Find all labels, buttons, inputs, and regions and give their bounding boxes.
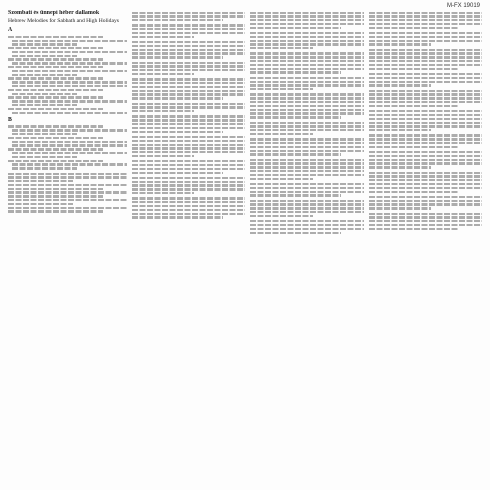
text-columns <box>8 10 482 482</box>
text-line <box>369 125 482 127</box>
text-line <box>250 203 363 205</box>
text-line <box>250 88 312 90</box>
text-line <box>369 49 482 51</box>
text-line <box>250 228 363 230</box>
text-line <box>369 191 460 193</box>
track-text-line <box>12 141 127 143</box>
text-line <box>250 71 341 73</box>
track-title-line <box>8 108 103 110</box>
text-line <box>132 49 245 51</box>
text-line <box>369 60 482 62</box>
text-line <box>250 60 363 62</box>
text-line <box>250 138 363 140</box>
paragraph <box>369 196 482 210</box>
paragraph <box>132 136 245 157</box>
text-line <box>132 119 245 121</box>
track-title-line <box>8 125 103 127</box>
credit-line <box>8 176 127 178</box>
text-line <box>369 118 482 120</box>
credit-line <box>8 180 73 182</box>
track-title-line <box>8 96 103 98</box>
text-line <box>369 228 460 230</box>
track-text-line <box>12 163 127 165</box>
paragraph <box>250 52 363 73</box>
album-title-en: Hebrew Melodies for Sabbath and High Holidays <box>8 17 119 24</box>
text-line <box>369 129 431 131</box>
text-line <box>132 172 223 174</box>
track-text-line <box>12 62 127 64</box>
credit-line <box>8 210 103 212</box>
paragraph <box>132 62 245 76</box>
paragraph <box>250 200 363 217</box>
text-line <box>250 129 363 131</box>
catalog-code: M-FX 19019 <box>446 3 480 9</box>
text-line <box>369 56 482 58</box>
text-line <box>132 36 194 38</box>
text-line <box>369 155 482 157</box>
text-line <box>369 40 482 42</box>
paragraph <box>369 12 482 29</box>
text-line <box>250 77 363 79</box>
text-line <box>132 97 223 99</box>
text-line <box>132 28 245 30</box>
text-line <box>369 138 482 140</box>
text-line <box>250 40 363 42</box>
text-line <box>250 232 341 234</box>
credit-line <box>8 195 103 197</box>
paragraph <box>250 122 363 136</box>
text-line <box>132 160 245 162</box>
text-line <box>369 19 482 21</box>
paragraph <box>132 177 245 194</box>
track-text-line <box>12 81 127 83</box>
text-line <box>250 187 363 189</box>
text-line <box>369 15 482 17</box>
text-line <box>250 178 312 180</box>
text-line <box>132 52 245 54</box>
text-line <box>250 150 363 152</box>
credit-line <box>8 203 73 205</box>
text-line <box>132 24 245 26</box>
text-line <box>369 105 460 107</box>
text-line <box>132 147 245 149</box>
text-line <box>250 211 363 213</box>
text-line <box>132 19 223 21</box>
section-a-heading: A <box>8 27 13 34</box>
text-line <box>132 188 245 190</box>
paragraph <box>250 32 363 49</box>
text-line <box>132 192 194 194</box>
track-title-line <box>8 148 103 150</box>
credit-line <box>8 199 127 201</box>
text-line <box>369 84 431 86</box>
paragraph <box>132 115 245 132</box>
text-line <box>132 209 245 211</box>
text-line <box>369 101 482 103</box>
paragraph <box>250 220 363 234</box>
text-line <box>369 224 482 226</box>
column-notes-4 <box>369 10 482 482</box>
text-line <box>132 93 245 95</box>
text-line <box>132 168 245 170</box>
text-line <box>250 207 363 209</box>
column-notes-3 <box>250 10 363 482</box>
text-line <box>132 90 245 92</box>
credit-line <box>8 173 127 175</box>
track-text-line <box>12 40 127 42</box>
text-line <box>250 19 363 21</box>
text-line <box>250 162 363 164</box>
text-line <box>250 93 363 95</box>
text-line <box>132 213 245 215</box>
text-line <box>250 215 312 217</box>
track-title-line <box>8 47 103 49</box>
text-line <box>132 73 194 75</box>
paragraph <box>250 138 363 155</box>
track-text-line <box>12 144 127 146</box>
track-text-line <box>12 74 77 76</box>
text-line <box>369 73 482 75</box>
track-text-line <box>12 51 127 53</box>
text-line <box>132 69 245 71</box>
text-line <box>250 159 363 161</box>
track-title-line <box>8 160 103 162</box>
text-line <box>250 220 363 222</box>
text-line <box>250 36 363 38</box>
column-notes-2 <box>132 10 245 482</box>
text-line <box>132 41 245 43</box>
text-line <box>369 90 482 92</box>
text-line <box>132 123 245 125</box>
text-line <box>369 97 482 99</box>
credit-line <box>8 191 127 193</box>
text-line <box>369 146 460 148</box>
text-line <box>250 191 363 193</box>
paragraph <box>250 159 363 180</box>
text-line <box>250 200 363 202</box>
paragraph <box>369 213 482 230</box>
text-line <box>250 146 363 148</box>
text-line <box>369 159 482 161</box>
text-line <box>132 155 194 157</box>
track-text-line <box>12 100 127 102</box>
text-line <box>250 64 363 66</box>
track-text-line <box>12 156 77 158</box>
text-line <box>369 23 482 25</box>
text-line <box>250 32 363 34</box>
text-line <box>369 166 431 168</box>
paragraph <box>132 24 245 38</box>
text-line <box>132 15 245 17</box>
text-line <box>132 216 223 218</box>
text-line <box>250 52 363 54</box>
text-line <box>369 203 482 205</box>
paragraph <box>132 41 245 58</box>
text-line <box>132 62 245 64</box>
text-line <box>132 115 245 117</box>
text-line <box>369 27 460 29</box>
text-line <box>250 183 363 185</box>
text-line <box>369 172 482 174</box>
text-line <box>250 109 363 111</box>
text-line <box>132 65 245 67</box>
text-line <box>250 47 312 49</box>
text-line <box>250 142 363 144</box>
paragraph <box>132 78 245 99</box>
credits-block <box>8 173 127 213</box>
text-line <box>369 77 482 79</box>
paragraph <box>369 110 482 131</box>
text-line <box>369 200 482 202</box>
text-line <box>369 179 482 181</box>
text-line <box>132 82 245 84</box>
text-line <box>250 101 363 103</box>
track-title-line <box>8 66 103 68</box>
text-line <box>369 216 482 218</box>
text-line <box>369 12 482 14</box>
text-line <box>250 12 363 14</box>
text-line <box>132 201 245 203</box>
text-line <box>250 105 363 107</box>
column-tracklist <box>8 10 127 482</box>
text-line <box>250 81 363 83</box>
paragraph <box>250 183 363 197</box>
track-title-line <box>8 137 103 139</box>
credit-line <box>8 207 127 209</box>
text-line <box>132 86 245 88</box>
text-line <box>369 175 482 177</box>
text-line <box>250 170 363 172</box>
text-line <box>369 196 482 198</box>
text-line <box>132 140 245 142</box>
text-line <box>250 116 341 118</box>
paragraph <box>132 12 245 22</box>
text-line <box>250 174 363 176</box>
text-line <box>250 112 363 114</box>
paragraph <box>250 77 363 91</box>
text-line <box>369 64 482 66</box>
text-line <box>132 136 245 138</box>
text-line <box>250 56 363 58</box>
text-line <box>250 84 363 86</box>
text-line <box>250 194 341 196</box>
text-line <box>369 68 460 70</box>
text-line <box>132 205 245 207</box>
track-text-line <box>12 93 77 95</box>
track-title-line <box>8 89 103 91</box>
text-line <box>132 181 245 183</box>
text-line <box>369 32 482 34</box>
paragraph <box>250 12 363 29</box>
text-line <box>369 114 482 116</box>
track-text-line <box>12 104 77 106</box>
text-line <box>250 97 363 99</box>
paragraph <box>369 90 482 107</box>
text-line <box>369 122 482 124</box>
text-line <box>132 45 245 47</box>
track-text-line <box>12 133 77 135</box>
text-line <box>250 125 363 127</box>
text-line <box>132 184 245 186</box>
text-line <box>132 103 245 105</box>
text-line <box>132 78 245 80</box>
track-title-line <box>8 58 103 60</box>
text-line <box>132 110 194 112</box>
text-line <box>369 220 482 222</box>
paragraph <box>132 103 245 113</box>
paragraph <box>369 134 482 148</box>
text-line <box>132 151 245 153</box>
paragraph <box>369 49 482 70</box>
text-line <box>369 110 482 112</box>
credit-line <box>8 184 127 186</box>
text-line <box>250 153 341 155</box>
text-line <box>250 27 341 29</box>
text-line <box>369 52 482 54</box>
paragraph <box>369 172 482 193</box>
text-line <box>132 56 223 58</box>
track-text-line <box>12 152 127 154</box>
track-title-line <box>8 77 103 79</box>
track-text-line <box>12 85 127 87</box>
text-line <box>369 134 482 136</box>
text-line <box>132 177 245 179</box>
text-line <box>250 133 312 135</box>
text-line <box>369 93 482 95</box>
track-text-line <box>12 70 127 72</box>
text-line <box>369 81 482 83</box>
text-line <box>132 197 245 199</box>
text-line <box>250 15 363 17</box>
text-line <box>250 68 363 70</box>
text-line <box>250 224 363 226</box>
text-line <box>132 164 245 166</box>
paragraph <box>369 73 482 87</box>
text-line <box>369 187 482 189</box>
text-line <box>369 162 482 164</box>
album-title-hu: Szombati és ünnepi héber dallamok <box>8 10 100 16</box>
track-text-line <box>12 55 77 57</box>
text-line <box>369 36 482 38</box>
track-title-line <box>8 36 103 38</box>
track-text-line <box>12 43 77 45</box>
text-line <box>250 166 363 168</box>
text-line <box>369 142 482 144</box>
paragraph <box>250 93 363 118</box>
section-b-heading: B <box>8 116 12 123</box>
text-line <box>132 32 245 34</box>
credit-line <box>8 188 103 190</box>
text-line <box>132 127 245 129</box>
text-line <box>132 144 245 146</box>
text-line <box>369 207 431 209</box>
text-line <box>250 122 363 124</box>
paragraph <box>369 32 482 46</box>
text-line <box>132 106 245 108</box>
paragraph <box>369 151 482 168</box>
text-line <box>369 43 431 45</box>
paragraph <box>132 197 245 218</box>
track-text-line <box>12 129 127 131</box>
text-line <box>250 23 363 25</box>
track-text-line <box>12 167 77 169</box>
text-line <box>132 12 245 14</box>
text-line <box>369 213 482 215</box>
text-line <box>369 183 482 185</box>
text-line <box>132 131 223 133</box>
text-line <box>250 43 363 45</box>
track-text-line <box>12 112 127 114</box>
text-line <box>369 151 482 153</box>
paragraph <box>132 160 245 174</box>
